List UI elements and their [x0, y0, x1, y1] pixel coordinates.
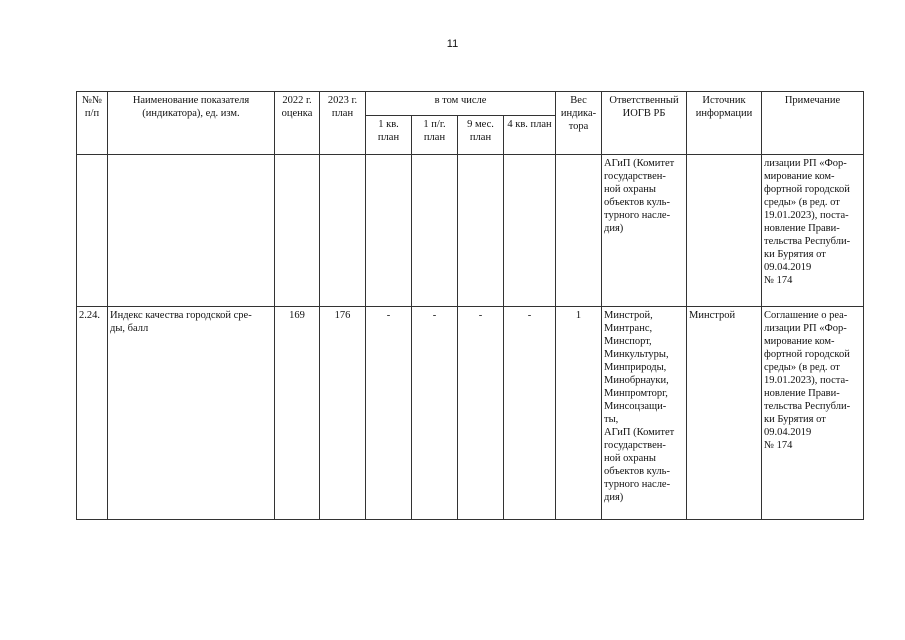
header-9m: 9 мес. план	[458, 116, 504, 155]
header-num: №№ п/п	[77, 92, 108, 155]
cell-2022	[275, 155, 320, 307]
cell-note: Соглашение о реа- лизации РП «Фор- мирование ком- фортной городской среды» (в ред. от 19.01.2023), поста- новление Прави- тельства Республи- ки Бурятия от 09.04.2019 № 174	[762, 307, 864, 520]
cell-num	[77, 155, 108, 307]
cell-weight	[556, 155, 602, 307]
header-weight: Вес индика-тора	[556, 92, 602, 155]
cell-q1: -	[366, 307, 412, 520]
cell-note: лизации РП «Фор- мирование ком- фортной городской среды» (в ред. от 19.01.2023), поста- новление Прави- тельства Республи- ки Бурятия от 09.04.2019 № 174	[762, 155, 864, 307]
header-note: Примечание	[762, 92, 864, 155]
cell-q4	[504, 155, 556, 307]
cell-weight: 1	[556, 307, 602, 520]
cell-responsible: Минстрой, Минтранс, Минспорт, Минкультуры, Минприроды, Минобрнауки, Минпромторг, Минсоцзащи- ты, АГиП (Комитет государствен- ной охраны объектов куль- турного насле- дия)	[602, 307, 687, 520]
header-q1: 1 кв. план	[366, 116, 412, 155]
indicators-table	[76, 91, 864, 520]
cell-9m: -	[458, 307, 504, 520]
header-2022: 2022 г. оценка	[275, 92, 320, 155]
cell-2023	[320, 155, 366, 307]
cell-2023: 176	[320, 307, 366, 520]
header-2023: 2023 г. план	[320, 92, 366, 155]
table-row	[77, 307, 864, 520]
page-number: 11	[446, 38, 459, 50]
cell-source: Минстрой	[687, 307, 762, 520]
header-q4: 4 кв. план	[504, 116, 556, 155]
cell-responsible: АГиП (Комитет государствен- ной охраны объектов куль- турного насле- дия)	[602, 155, 687, 307]
cell-2022: 169	[275, 307, 320, 520]
header-h1: 1 п/г. план	[412, 116, 458, 155]
cell-h1: -	[412, 307, 458, 520]
cell-num: 2.24.	[77, 307, 108, 520]
cell-name	[108, 155, 275, 307]
header-source: Источник информации	[687, 92, 762, 155]
header-including: в том числе	[366, 92, 556, 116]
header-row-1	[77, 92, 864, 116]
cell-q1	[366, 155, 412, 307]
header-responsible: Ответственный ИОГВ РБ	[602, 92, 687, 155]
cell-9m	[458, 155, 504, 307]
table-row	[77, 155, 864, 307]
cell-q4: -	[504, 307, 556, 520]
header-name: Наименование показателя (индикатора), ед. изм.	[108, 92, 275, 155]
cell-source	[687, 155, 762, 307]
cell-h1	[412, 155, 458, 307]
cell-name: Индекс качества городской сре- ды, балл	[108, 307, 275, 520]
